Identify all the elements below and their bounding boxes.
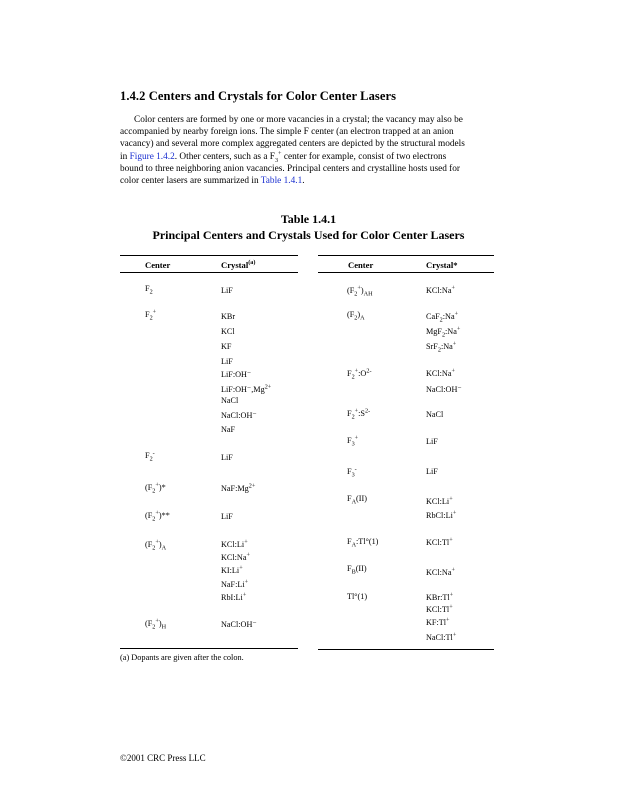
crystal-cell (426, 310, 459, 324)
superscript: 2+ (264, 383, 272, 391)
subscript: AH (363, 290, 373, 298)
center-cell (347, 310, 365, 322)
superscript: + (239, 564, 243, 572)
left-center-header: Center (145, 260, 171, 270)
divider (120, 272, 298, 273)
subscript: H (161, 623, 167, 631)
center-cell (145, 538, 167, 552)
text-run: :Na (442, 312, 455, 321)
text-run: KCl:Tl (426, 605, 450, 614)
text-run: F (347, 369, 352, 378)
crystal-cell: LiF (221, 357, 233, 366)
crystal-cell: NaF (221, 425, 236, 434)
center-cell (145, 308, 157, 322)
table-title: Principal Centers and Crystals Used for Color Center Lasers (152, 228, 465, 242)
paragraph-line: vacancy) and several more complex aggregated centers are depicted by the structural models (120, 139, 465, 150)
text-run: F (145, 284, 150, 293)
text-run: center for example, consist of two electrons (281, 151, 447, 162)
crystal-cell: LiF (221, 286, 233, 295)
text-run: ) (360, 286, 364, 295)
text-run: Crystal (221, 260, 249, 270)
crystal-cell (426, 618, 450, 627)
center-cell (347, 284, 373, 298)
text-run: (F (347, 286, 355, 295)
center-cell (347, 494, 367, 506)
superscript: + (446, 616, 450, 624)
superscript: + (452, 340, 457, 348)
superscript: + (155, 617, 159, 625)
crystal-cell (426, 369, 455, 378)
text-run: KCl:Li (426, 497, 450, 506)
text-run: KBr:Tl (426, 593, 450, 602)
text-run: RbCl:Li (426, 511, 453, 520)
superscript: + (354, 434, 359, 442)
footnote-mark: (a) (248, 259, 256, 267)
crystal-cell (221, 566, 243, 575)
superscript: + (278, 149, 282, 157)
paragraph-line: accompanied by nearby foreign ions. The simple F center (an electron trapped at an anion (120, 127, 454, 138)
left-crystal-header (221, 260, 255, 270)
subscript: 2 (351, 413, 355, 421)
paragraph-line (120, 175, 500, 187)
text-run: NaF:Mg (221, 484, 249, 493)
center-cell (145, 509, 170, 523)
crystal-cell: LiF (426, 437, 438, 446)
crystal-cell: NaCl:OH⁻ (221, 411, 257, 420)
subscript: A (161, 544, 167, 552)
text-run: :Na (445, 327, 457, 336)
subscript: 3 (351, 440, 355, 448)
superscript: + (357, 284, 361, 292)
divider (120, 255, 298, 256)
table-number: Table 1.4.1 (280, 212, 337, 226)
text-run: in (120, 151, 130, 162)
center-cell (145, 449, 155, 463)
subscript: A (360, 314, 365, 322)
text-run: F (269, 151, 275, 162)
text-run: )** (158, 511, 170, 520)
text-run: F (347, 467, 352, 476)
text-run: KCl:Na (426, 369, 452, 378)
text-run: F (347, 537, 352, 546)
crystal-cell: NaCl (426, 410, 444, 419)
center-cell (145, 481, 166, 495)
subscript: 2 (152, 623, 156, 631)
text-run: NaCl:Tl (426, 633, 453, 642)
superscript: + (449, 591, 454, 599)
text-run: MgF (426, 327, 442, 336)
subscript: 2 (351, 373, 355, 381)
crystal-cell (426, 325, 461, 339)
text-run: (II) (355, 564, 367, 573)
subscript: A (351, 498, 357, 506)
paragraph-line: Color centers are formed by one or more vacancies in a crystal; the vacancy may also be (134, 115, 463, 125)
subscript: 2 (149, 288, 153, 296)
crystal-cell (426, 286, 455, 295)
superscript: + (449, 603, 453, 611)
text-run: (F (145, 540, 153, 549)
text-run: color center lasers are summarized in (120, 176, 261, 187)
superscript: + (451, 367, 455, 375)
superscript: 2+ (248, 482, 256, 490)
superscript: + (456, 325, 461, 333)
crystal-cell: KF (221, 342, 232, 351)
center-cell (347, 434, 359, 448)
text-run: KCl:Tl (426, 538, 450, 547)
figure-link[interactable]: Figure 1.4.2 (129, 151, 175, 162)
text-run: F (347, 436, 352, 445)
text-run: RbI:Li (221, 593, 243, 602)
crystal-cell: LiF (221, 512, 233, 521)
section-heading: 1.4.2 Centers and Crystals for Color Center Lasers (120, 89, 397, 103)
crystal-cell (426, 497, 453, 506)
superscript: + (242, 591, 247, 599)
text-run: CaF (426, 312, 440, 321)
text-run: SrF (426, 342, 438, 351)
superscript: + (449, 536, 453, 544)
subscript: 2 (354, 290, 358, 298)
crystal-cell (221, 593, 246, 602)
right-center-header: Center (348, 260, 374, 270)
text-run: ) (158, 619, 162, 628)
text-run: (F (145, 511, 153, 520)
superscript: + (152, 308, 157, 316)
text-run: :Na (440, 342, 453, 351)
text-run: KI:Li (221, 566, 240, 575)
crystal-cell: LiF (426, 467, 438, 476)
crystal-cell (426, 568, 455, 577)
text-run: (F (145, 483, 153, 492)
superscript: + (244, 578, 249, 586)
subscript: 2 (441, 331, 446, 339)
crystal-cell (221, 484, 255, 493)
subscript: 2 (149, 455, 153, 463)
table-link[interactable]: Table 1.4.1 (260, 176, 303, 187)
superscript: 2- (366, 367, 372, 375)
crystal-cell (221, 540, 248, 549)
superscript: + (354, 407, 359, 415)
text-run: )* (158, 483, 166, 492)
text-run: F (145, 451, 150, 460)
superscript: + (452, 631, 457, 639)
paragraph-line: bound to three neighboring anion vacancies. Principal centers and crystalline hosts used for (120, 163, 461, 174)
subscript: 2 (152, 515, 156, 523)
text-run: F (347, 494, 352, 503)
subscript: 2 (152, 544, 156, 552)
superscript: + (244, 538, 248, 546)
superscript: - (354, 465, 357, 473)
center-cell (347, 367, 372, 381)
text-run: (F (347, 310, 355, 319)
text-run: :Tl°(1) (356, 537, 379, 546)
crystal-cell (221, 580, 248, 589)
superscript: + (449, 495, 453, 503)
subscript: 2 (437, 346, 441, 354)
crystal-cell (426, 633, 456, 642)
table-footnote: (a) Dopants are given after the colon. (120, 653, 244, 662)
text-run: KCl:Na (221, 553, 247, 562)
center-cell (347, 407, 371, 421)
crystal-cell: NaCl:OH⁻ (426, 385, 462, 394)
crystal-cell: KBr (221, 312, 236, 321)
superscript: + (155, 509, 159, 517)
text-run: (F (145, 619, 153, 628)
text-run: (II) (356, 494, 367, 503)
center-cell (145, 284, 153, 296)
center-cell (347, 537, 379, 549)
crystal-cell (221, 553, 250, 562)
subscript: 2 (439, 316, 443, 324)
text-run: ) (357, 310, 361, 319)
superscript: + (451, 284, 455, 292)
text-run: KCl:Na (426, 568, 452, 577)
text-run: ) (158, 540, 162, 549)
right-crystal-header: Crystal* (426, 260, 458, 270)
superscript: + (155, 538, 159, 546)
text-run: F (145, 310, 150, 319)
text-run: NaF:Li (221, 580, 245, 589)
crystal-cell: LiF:OH⁻ (221, 370, 252, 379)
superscript: + (354, 367, 359, 375)
subscript: A (351, 541, 357, 549)
paragraph-line (120, 151, 500, 163)
subscript: 2 (152, 487, 156, 495)
superscript: + (454, 310, 459, 318)
crystal-cell: KCl (221, 327, 235, 336)
crystal-cell (426, 605, 453, 614)
subscript: B (351, 568, 356, 576)
text-run: . Other centers, such as a (174, 151, 270, 162)
crystal-cell (221, 384, 271, 394)
crystal-cell (426, 538, 453, 547)
copyright-notice: ©2001 CRC Press LLC (120, 753, 206, 763)
superscript: + (246, 551, 250, 559)
superscript: - (152, 449, 155, 457)
superscript: + (155, 481, 159, 489)
center-cell (347, 564, 367, 576)
divider (120, 648, 298, 649)
crystal-cell: NaCl:OH⁻ (221, 620, 257, 629)
subscript: 3 (351, 471, 355, 479)
crystal-cell: LiF (221, 453, 233, 462)
subscript: 2 (149, 314, 153, 322)
text-run: KF:Tl (426, 618, 447, 627)
text-run: KCl:Na (426, 286, 452, 295)
superscript: 2- (365, 407, 371, 415)
intro-paragraph (120, 114, 500, 187)
crystal-cell: NaCl (221, 396, 239, 405)
text-run: F (347, 409, 352, 418)
crystal-cell (426, 511, 456, 520)
divider (318, 272, 494, 273)
superscript: + (451, 566, 455, 574)
crystal-cell (426, 340, 457, 354)
text-run: KCl:Li (221, 540, 245, 549)
divider (318, 255, 494, 256)
subscript: 2 (354, 314, 358, 322)
text-run: F (347, 564, 352, 573)
divider (318, 649, 494, 650)
text-run: LiF:OH⁻,Mg (221, 385, 265, 394)
subscript: 3 (274, 156, 279, 164)
superscript: + (452, 509, 457, 517)
text-run: . (302, 176, 305, 187)
center-cell: Tl°(1) (347, 592, 368, 601)
center-cell (145, 617, 167, 631)
crystal-cell (426, 593, 453, 602)
text-run: :S (358, 409, 365, 418)
text-run: :O (358, 369, 367, 378)
center-cell (347, 465, 357, 479)
